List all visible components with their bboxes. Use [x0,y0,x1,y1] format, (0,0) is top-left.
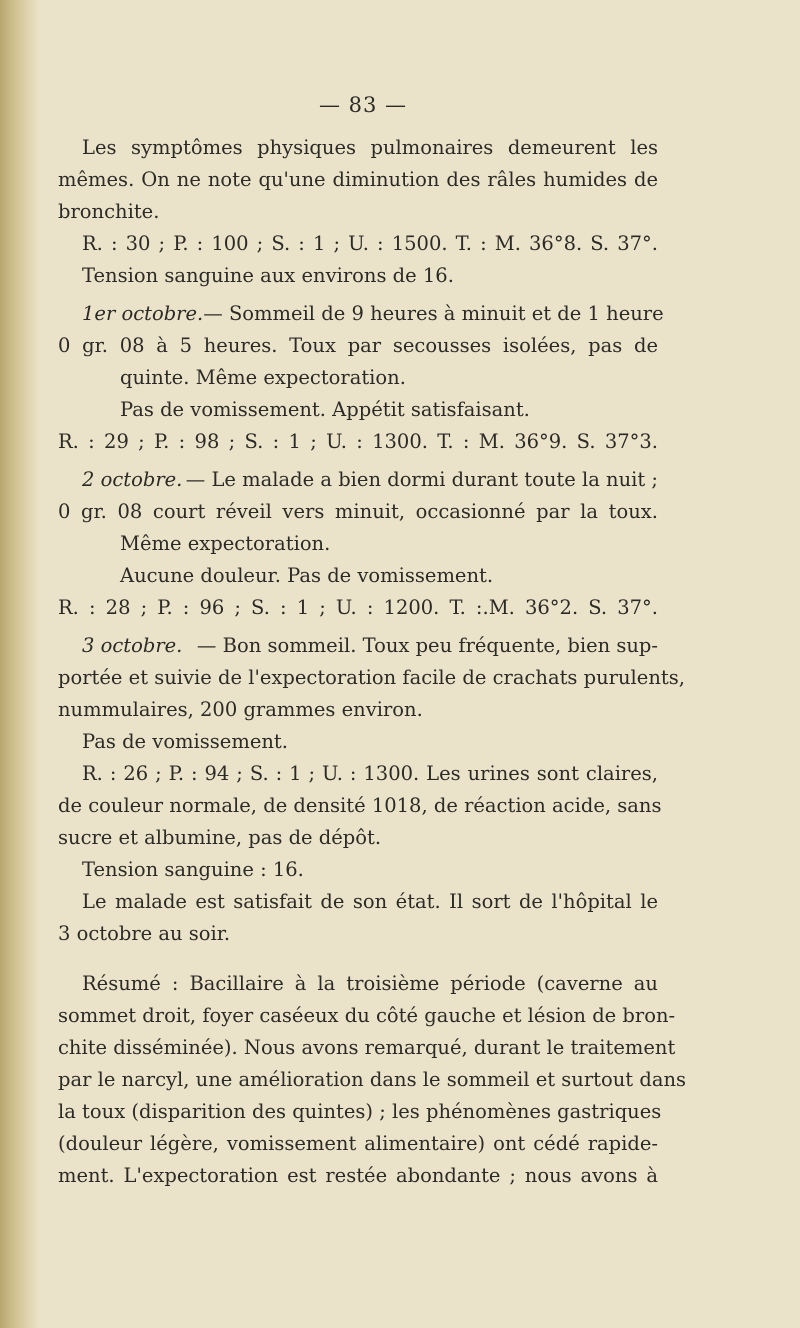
summary-line: la toux (disparition des quintes) ; les phénomènes gastriques [58,1100,662,1123]
dose-line: 0 gr. 08 court réveil vers minuit, occasionné par la toux. [58,500,658,523]
text-line: portée et suivie de l'expectoration facile de crachats purulents, [58,666,685,689]
vitals-line: R. : 26 ; P. : 94 ; S. : 1 ; U. : 1300. Les urines sont claires, [82,762,658,785]
text-line: sucre et albumine, pas de dépôt. [58,826,382,849]
text-line: quinte. Même expectoration. [120,366,406,389]
text-line: Aucune douleur. Pas de vomissement. [120,564,494,587]
vitals-line: R. : 29 ; P. : 98 ; S. : 1 ; U. : 1300. T. : M. 36°9. S. 37°3. [58,430,658,453]
entry-heading [82,464,658,496]
text-line: Les symptômes physiques pulmonaires demeurent les [82,136,658,159]
entry-text: — Sommeil de 9 heures à minuit et de 1 heure [203,302,664,325]
text-line: Même expectoration. [120,532,331,555]
vitals-line: R. : 28 ; P. : 96 ; S. : 1 ; U. : 1200. T. :.M. 36°2. S. 37°. [58,596,658,619]
entry-date: 3 octobre. [82,634,183,657]
text-line: 3 octobre au soir. [58,922,231,945]
text-line: mêmes. On ne note qu'une diminution des râles humides de [58,168,658,191]
vitals-line: R. : 30 ; P. : 100 ; S. : 1 ; U. : 1500. T. : M. 36°8. S. 37°. [82,232,658,255]
text-line: Le malade est satisfait de son état. Il sort de l'hôpital le [82,890,658,913]
page-edge-shadow [0,0,40,1328]
text-line: nummulaires, 200 grammes environ. [58,698,423,721]
entry-heading [82,298,664,330]
text-line: Tension sanguine aux environs de 16. [82,264,454,287]
book-page [58,0,687,1328]
summary-line: par le narcyl, une amélioration dans le sommeil et surtout dans [58,1068,687,1091]
summary-line: Résumé : Bacillaire à la troisième période (caverne au [82,972,658,995]
entry-text: — Bon sommeil. Toux peu fréquente, bien sup- [196,634,658,657]
summary-line: sommet droit, foyer caséeux du côté gauche et lésion de bron- [58,1004,676,1027]
entry-date: 1er octobre. [82,302,204,325]
entry-text: — Le malade a bien dormi durant toute la nuit ; [185,468,658,491]
entry-heading [82,630,658,662]
summary-line: chite disséminée). Nous avons remarqué, durant le traitement [58,1036,676,1059]
summary-line: (douleur légère, vomissement alimentaire) ont cédé rapide- [58,1132,658,1155]
text-line: Tension sanguine : 16. [82,858,304,881]
text-line: Pas de vomissement. [82,730,288,753]
text-line: Pas de vomissement. Appétit satisfaisant. [120,398,530,421]
summary-line: ment. L'expectoration est restée abondante ; nous avons à [58,1164,658,1187]
text-line: bronchite. [58,200,160,223]
page-number: — 83 — [318,93,408,117]
dose-line: 0 gr. 08 à 5 heures. Toux par secousses isolées, pas de [58,334,658,357]
text-line: de couleur normale, de densité 1018, de réaction acide, sans [58,794,662,817]
entry-date: 2 octobre. [82,468,183,491]
